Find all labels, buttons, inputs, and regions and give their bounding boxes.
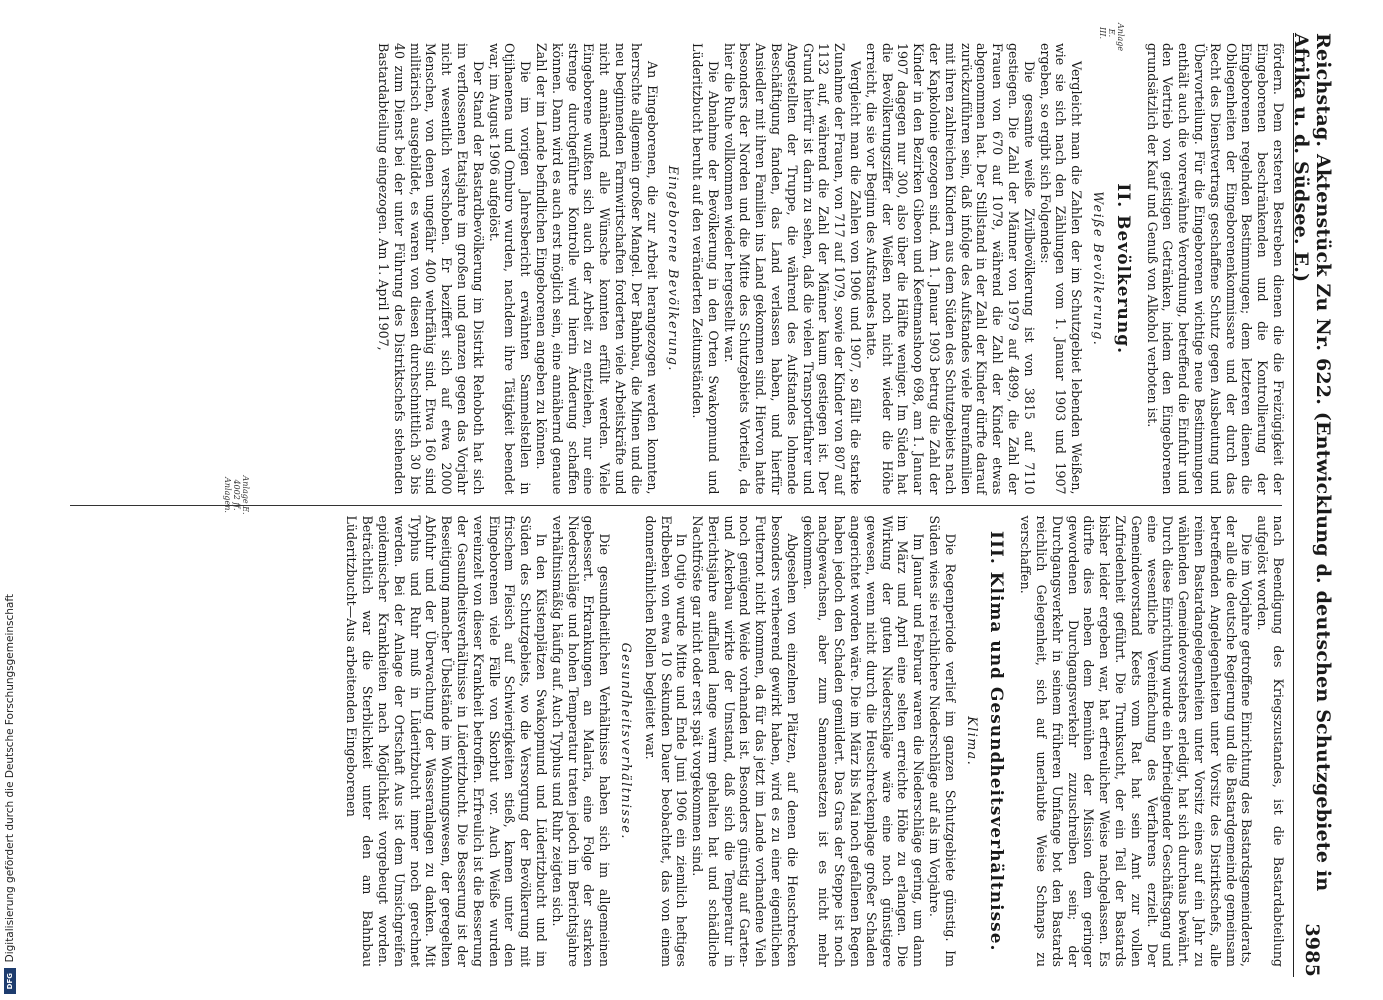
page-header [1290,33,1334,977]
subsection-white-population: Weiße Bevölkerung. [1091,191,1107,347]
subsection-climate: Klima. [964,716,980,767]
subsection-health: Gesundheitsverhältnisse. [618,642,634,840]
margin-note-right: Anlage E. 4002 ff. Anlagen. [223,475,250,515]
section-title-climate-health: III. Klima und Gesundheitsverhältnisse. [986,531,1007,952]
paragraph: fördern. Dem ersteren Bestreben dienen die die Freizügigkeit der Eingeborenen beschränkenden und die Kontrollierung der Eingeborenen regelnden Bestimmungen; dem letzteren dienen die Obliegenheiten der Eingeborenenkommissare und der durch das Recht des Dienstvertrags geschaffene Schutz gegen Ausbeutung und Übervorteilung. Für die Eingeborenen wichtige neue Bestimmungen enthält auch die vorerwähnte Verordnung, betreffend die Einfuhr und den Vertrieb von geistigen Getränken, indem den Eingeborenen grundsätzlich der Kauf und Genuß von Alkohol verboten ist. [1144,43,1286,495]
dfg-logo-text: DFG [6,972,14,990]
paragraph: In den Küstenplätzen Swakopmund und Lüderitzbucht und im Süden des Schutzgebiets, wo die Versorgung der Bevölkerung mit frischem Fleisch auf Schwierigkeiten stieß, kamen unter den Eingeborenen viele Fälle von Skorbut vor. Auch Weiße wurden vereinzelt von dieser Krankheit betroffen. Erfreulich ist die Besserung der Gesundheitsverhältnisse in Lüderitzbucht. Die Besserung ist der Beseitigung mancher Übelstände im Wohnungswesen, der geregelten Abfuhr und der Überwachung der Wasseranlagen zu danken. Mit Typhus und Ruhr muß in Lüderitzbucht immer noch gerechnet werden. Bei der Anlage der Ortschaft Aus ist dem Umsichgreifen epidemischer Krankheiten nach Möglichkeit vorgebeugt worden. Beträchtlich war die Sterblichkeit unter den am Bahnbau Lüderitzbucht—Aus arbeitenden Eingeborenen [344,515,549,967]
paragraph: Vergleicht man die Zahlen der im Schutzgebiet lebenden Weißen, wie sie sich nach den Zählungen vom 1. Januar 1903 und 1907 ergeben, so ergibt sich Folgendes: [1037,43,1085,495]
digitization-credit [2,0,18,1000]
column-left [66,33,1286,505]
paragraph: Die Regenperiode verlief im ganzen Schutzgebiete günstig. Im Süden wies sie reichlichere Niederschläge auf als im Vorjahre. [927,515,958,967]
paragraph: Die Abnahme der Bevölkerung in den Orten Swakopmund und Lüderitzbucht beruht auf den veränderten Zeitumständen. [690,43,721,495]
dfg-logo-icon [4,968,16,994]
paragraph: Die im vorigen Jahresbericht erwähnten Sammelstellen in Otjihaenena und Omburo wurden, nachdem ihre Tätigkeit beendet war, im August 1906 aufgelöst. [486,43,534,495]
section-title-population: II. Bevölkerung. [1112,183,1133,355]
margin-note-left: Anlage E. III. [1098,23,1125,52]
credit-text: Digitalisierung gefördert durch die Deutsche Forschungsgemeinschaft [4,593,16,962]
paragraph: Im Januar und Februar waren die Niederschläge gering, um dann im März und April eine selten erreichte Höhe zu erlangen. Die Wirkung der guten Niederschläge wäre eine noch günstigere gewesen, wenn nicht durch die Heuschreckenplage großer Schaden angerichtet worden wäre. Die im März bis Mai noch gefallenen Regen haben jedoch den Schaden gemildert. Das Gras der Steppe ist noch nachgewachsen, aber zum Samenansetzen ist es nicht mehr gekommen. [800,515,927,967]
paragraph: An Eingeborenen, die zur Arbeit herangezogen werden konnten, herrschte allgemein großer Mangel. Der Bahnbau, die Minen und die neu beginnenden Farmwirtschaften forderten viele Arbeitskräfte und nicht annähernd alle Wünsche konnten erfüllt werden. Viele Eingeborene wußten sich auch der Arbeit zu entziehen, nur eine strenge durchgeführte Kontrolle wird hierin Änderung schaffen können. Dann wird es auch erst möglich sein, eine annähernd genaue Zahl der im Lande befindlichen Eingeborenen angeben zu können. [533,43,660,495]
paragraph: Die gesamte weiße Zivilbevölkerung ist von 3815 auf 7110 gestiegen. Die Zahl der Männer von 1979 auf 4899, die Zahl der Frauen von 670 auf 1079, während die Zahl der Kinder etwas abgenommen hat. Der Stillstand in der Zahl der Kinder dürfte darauf zurückzuführen sein, daß infolge des Aufstandes viele Burenfamilien mit ihren zahlreichen Kindern aus dem Süden des Schutzgebiets nach der Kapkolonie gezogen sind. Am 1. Januar 1903 betrug die Zahl der Kinder in den Bezirken Gibeon und Keetmanshoop 698, am 1. Januar 1907 dagegen nur 300, also über die Hälfte weniger. Im Süden hat die Bevölkerungsziffer der Weißen noch nicht wieder die Höhe erreicht, die sie vor Beginn des Aufstandes hatte. [863,43,1037,495]
paragraph: Der Stand der Bastardbevölkerung im Distrikt Rehoboth hat sich im verflossenen Etatsjahre im großen und ganzen gegen das Vorjahr nicht wesentlich verschoben. Er beziffert sich auf etwa 2000 Menschen, von denen ungefähr 400 wehrfähig sind. Etwa 160 sind militärisch ausgebildet, es waren von diesen durchschnittlich 30 bis 40 zum Dienst bei der unter Führung des Distriktschefs stehenden Bastardabteilung eingezogen. Am 1. April 1907, [375,43,486,495]
paragraph: In Outjo wurde Mitte und Ende Juni 1906 ein ziemlich heftiges Erdbeben von etwa 10 Sekunden Dauer beobachtet, das von einem donnerähnlichen Rollen begleitet war. [642,515,690,967]
scanned-page-frame [50,20,1340,990]
column-right [66,506,1286,978]
page-number: 3985 [1301,923,1323,977]
paragraph: Vergleicht man die Zahlen von 1906 und 1907, so fällt die starke Zunahme der Frauen, von 717 auf 1079, sowie der Kinder von 807 auf 1132 auf, während die Zahl der Männer kaum gestiegen ist. Der Grund hierfür ist darin zu sehen, daß die vielen Transportfahrer und Angestellten der Truppe, die während des Aufstandes lohnende Beschäftigung fanden, das Land verlassen haben, und hierfür Ansiedler mit ihren Familien ins Land gekommen sind. Hiervon hatte besonders der Norden und die Mitte des Schutzgebiets Vorteile, da hier die Ruhe vollkommen wieder hergestellt war. [721,43,864,495]
paragraph: nach Beendigung des Kriegszustandes, ist die Bastardabteilung aufgelöst worden. [1255,515,1286,967]
document-page [60,23,1334,985]
paragraph: Abgesehen von einzelnen Plätzen, auf denen die Heuschrecken besonders verheerend gewirkt haben, wird es zu einer eigentlichen Futternot nicht kommen, da für das jetzt im Lande vorhandene Vieh noch genügend Weide vorhanden ist. Besonders günstig auf Garten- und Ackerbau wirkte der Umstand, daß sich die Temperatur in Berichtsjahre auffallend lange warm gehalten hat und schädliche Nachtfröste gar nicht oder erst spät vorgekommen sind. [690,515,800,967]
header-title: Reichstag. Aktenstück Zu Nr. 622. (Entwicklung d. deutschen Schutzgebiete in Afrika u. d. Südsee. E.) [1290,33,1334,892]
paragraph: Die gesundheitlichen Verhältnisse haben sich im allgemeinen gebessert. Erkrankungen an Malaria, eine Folge der starken Niederschläge und hohen Temperatur traten jedoch im Berichtsjahre verhältnismäßig häufig auf. Auch Typhus und Ruhr zeigten sich. [549,515,613,967]
subsection-native-population: Eingeborene Bevölkerung. [666,165,682,372]
paragraph: Die im Vorjahre getroffene Einrichtung des Bastardsgemeinderats, der alle die deutsche Regierung und die Bastardgemeinde gemeinsam betreffenden Angelegenheiten unter Vorsitz des Distriktschefs, alle reinen Bastardangelegenheiten unter Vorsitz eines auf ein Jahr zu wählenden Gemeindevorstehers erledigt, hat sich durchaus bewährt. Durch diese Einrichtung wurde ein befriedigender Geschäftsgang und eine wesentliche Vereinfachung des Verfahrens erzielt. Der Gemeindevorstand Keets vom Rat hat sein Amt zur vollen Zufriedenheit geführt. Die Trunksucht, der ein Teil der Bastards bisher leider ergeben war, hat erfreulicher Weise nachgelassen. Es dürfte dies neben dem Bemühen der Mission dem geringer gewordenen Durchgangsverkehr zuzuschreiben sein; der Durchgangsverkehr in seinem früheren Umfange bot den Bastards reichlich Gelegenheit, sich auf unerlaubte Weise Schnaps zu verschaffen. [1018,515,1255,967]
